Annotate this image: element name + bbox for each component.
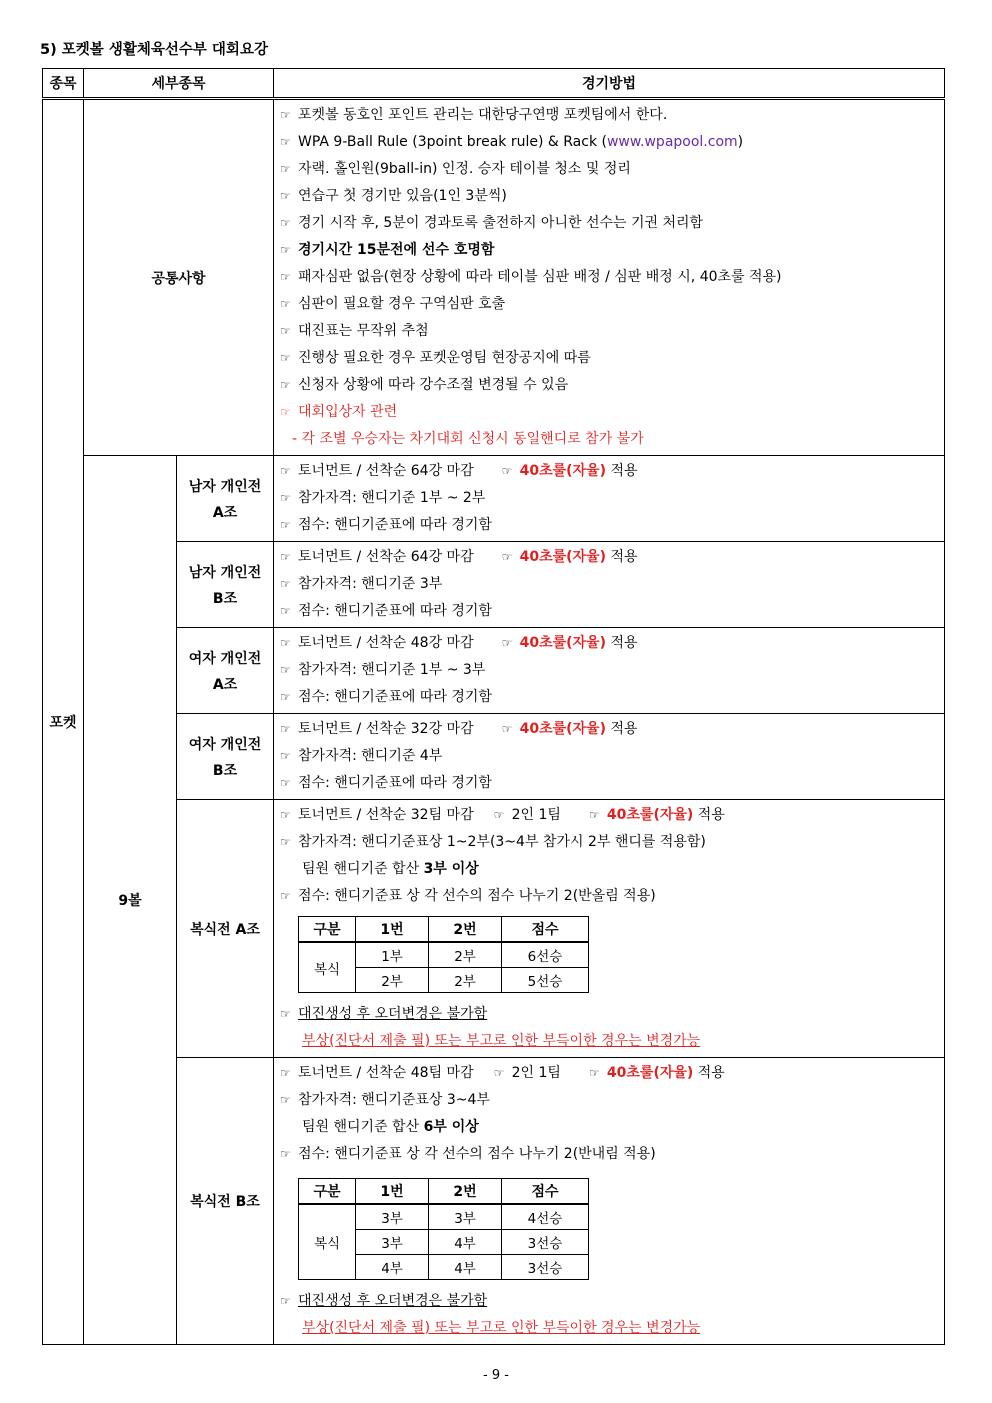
group-row [43,456,945,542]
header-method: 경기방법 [274,69,945,99]
header-row [43,69,945,99]
rule-line: 팀원 핸디기준 합산 6부 이상 [302,1119,479,1135]
rule-line: 부상(진단서 제출 필) 또는 부고로 인한 부득이한 경우는 변경가능 [302,1033,701,1049]
group-rules [274,542,945,628]
hand-pointing-icon: ☞ [501,550,513,564]
group-rules [274,1058,945,1345]
score-table: 구분 1번 2번 점수 복식 1부 2부 6선승 2부 2부 5선승 [298,916,589,993]
group-rules [274,628,945,714]
hand-pointing-icon: ☞ [501,636,513,650]
rule-line: ☞ 점수: 핸디기준표에 따라 경기함 [280,770,940,797]
rule-line: ☞ 자랙. 홀인원(9ball-in) 인정. 승자 테이블 청소 및 정리 [280,156,940,183]
rule-line: ☞ 참가자격: 핸디기준 3부 [280,571,940,598]
hand-pointing-icon: ☞ [280,690,291,704]
hand-pointing-icon: ☞ [588,1066,600,1080]
rule-line: ☞ 대진표는 무작위 추첨 [280,318,940,345]
rule-line: ☞ 진행상 필요한 경우 포켓운영팀 현장공지에 따름 [280,345,940,372]
hand-pointing-icon: ☞ [280,189,291,203]
rule-line: ☞ 심판이 필요할 경우 구역심판 호출 [280,291,940,318]
hand-pointing-icon: ☞ [280,1147,291,1161]
rule-line: ☞ 토너먼트 / 선착순 48강 마감 ☞ 40초룰(자율) 적용 [280,630,940,657]
rule-line: ☞ 신청자 상황에 따라 강수조절 변경될 수 있음 [280,372,940,399]
hand-pointing-icon: ☞ [280,243,291,257]
group-name: 복식전 A조 [177,800,274,1058]
hand-pointing-icon: ☞ [493,1066,505,1080]
hand-pointing-icon: ☞ [280,464,291,478]
common-rules [274,99,945,456]
table-row: 복식 1부 2부 6선승 [299,942,589,968]
group-name: 남자 개인전 B조 [177,542,274,628]
rule-line: - 각 조별 우승자는 차기대회 신청시 동일핸디로 참가 불가 [292,431,644,447]
rule-line: ☞ WPA 9-Ball Rule (3point break rule) & Rack (www.wpapool.com) [280,129,940,156]
common-label: 공통사항 [84,99,274,456]
hand-pointing-icon: ☞ [280,351,291,365]
rule-line: ☞ 토너먼트 / 선착순 64강 마감 ☞ 40초룰(자율) 적용 [280,458,940,485]
group-name: 남자 개인전 A조 [177,456,274,542]
group-row [43,714,945,800]
hand-pointing-icon: ☞ [280,518,291,532]
header-subevent: 세부종목 [84,69,274,99]
doubles-b-row [43,1058,945,1345]
table-row: 4부 4부 3선승 [299,1255,589,1280]
hand-pointing-icon: ☞ [280,636,291,650]
group-name: 여자 개인전 A조 [177,628,274,714]
hand-pointing-icon: ☞ [280,889,291,903]
hand-pointing-icon: ☞ [280,776,291,790]
hand-pointing-icon: ☞ [280,808,291,822]
group-rules [274,800,945,1058]
event-cell: 포켓 [43,99,84,1345]
rule-line: ☞ 토너먼트 / 선착순 32강 마감 ☞ 40초룰(자율) 적용 [280,716,940,743]
hand-pointing-icon: ☞ [280,297,291,311]
rule-line: ☞ 참가자격: 핸디기준 1부 ~ 3부 [280,657,940,684]
rules-table [42,68,945,1345]
hand-pointing-icon: ☞ [501,722,513,736]
table-row: 2부 2부 5선승 [299,968,589,993]
hand-pointing-icon: ☞ [588,808,600,822]
score-table: 구분 1번 2번 점수 복식 3부 3부 4선승 3부 4부 3선승 4부 4부 3선승 [298,1178,589,1280]
rule-line: ☞ 포켓볼 동호인 포인트 관리는 대한당구연맹 포켓팀에서 한다. [280,102,940,129]
common-row [43,99,945,456]
hand-pointing-icon: ☞ [280,270,291,284]
hand-pointing-icon: ☞ [280,324,291,338]
page-number: - 9 - [483,1368,509,1383]
group-row [43,628,945,714]
header-event: 종목 [43,69,84,99]
rule-line: ☞ 참가자격: 핸디기준표상 3~4부 [280,1087,940,1114]
hand-pointing-icon: ☞ [280,1294,291,1308]
hand-pointing-icon: ☞ [280,550,291,564]
hand-pointing-icon: ☞ [280,108,291,122]
hand-pointing-icon: ☞ [280,135,291,149]
hand-pointing-icon: ☞ [280,663,291,677]
hand-pointing-icon: ☞ [280,491,291,505]
rule-line: ☞ 토너먼트 / 선착순 32팀 마감 ☞ 2인 1팀 ☞ 40초룰(자율) 적용 [280,802,940,829]
rule-line: ☞ 대진생성 후 오더변경은 불가함 [280,1001,940,1028]
rule-line: ☞ 대회입상자 관련 [280,399,940,426]
rule-line: 부상(진단서 제출 필) 또는 부고로 인한 부득이한 경우는 변경가능 [302,1320,701,1336]
hand-pointing-icon: ☞ [501,464,513,478]
hand-pointing-icon: ☞ [280,162,291,176]
hand-pointing-icon: ☞ [280,378,291,392]
rule-line: ☞ 점수: 핸디기준표에 따라 경기함 [280,598,940,625]
rule-line: ☞ 점수: 핸디기준표 상 각 선수의 점수 나누기 2(반올림 적용) [280,883,940,910]
hand-pointing-icon: ☞ [280,216,291,230]
rule-line: ☞ 대진생성 후 오더변경은 불가함 [280,1288,940,1315]
hand-pointing-icon: ☞ [493,808,505,822]
rule-line: ☞ 참가자격: 핸디기준 1부 ~ 2부 [280,485,940,512]
rule-line: ☞ 점수: 핸디기준표에 따라 경기함 [280,512,940,539]
rule-line: ☞ 점수: 핸디기준표 상 각 선수의 점수 나누기 2(반내림 적용) [280,1141,940,1168]
rule-line: ☞ 연습구 첫 경기만 있음(1인 3분씩) [280,183,940,210]
group-rules [274,456,945,542]
hand-pointing-icon: ☞ [280,604,291,618]
group-name: 여자 개인전 B조 [177,714,274,800]
table-row: 3부 4부 3선승 [299,1230,589,1255]
rule-line: ☞ 토너먼트 / 선착순 48팀 마감 ☞ 2인 1팀 ☞ 40초룰(자율) 적용 [280,1060,940,1087]
rule-line: ☞ 패자심판 없음(현장 상황에 따라 테이블 심판 배정 / 심판 배정 시, 40초룰 적용) [280,264,940,291]
doubles-a-row [43,800,945,1058]
hand-pointing-icon: ☞ [280,1007,291,1021]
hand-pointing-icon: ☞ [280,405,291,419]
hand-pointing-icon: ☞ [280,749,291,763]
rule-line: ☞ 경기 시작 후, 5분이 경과토록 출전하지 아니한 선수는 기권 처리함 [280,210,940,237]
hand-pointing-icon: ☞ [280,722,291,736]
rule-line: ☞ 경기시간 15분전에 선수 호명함 [280,237,940,264]
rule-line: ☞ 참가자격: 핸디기준표상 1~2부(3~4부 참가시 2부 핸디를 적용함) [280,829,940,856]
rule-line: 팀원 핸디기준 합산 3부 이상 [302,861,479,877]
hand-pointing-icon: ☞ [280,577,291,591]
rule-line: ☞ 토너먼트 / 선착순 64강 마감 ☞ 40초룰(자율) 적용 [280,544,940,571]
nineball-cell: 9볼 [84,456,177,1345]
group-rules [274,714,945,800]
hand-pointing-icon: ☞ [280,835,291,849]
table-row: 복식 3부 3부 4선승 [299,1204,589,1230]
group-name: 복식전 B조 [177,1058,274,1345]
hand-pointing-icon: ☞ [280,1066,291,1080]
section-title: 5) 포켓볼 생활체육선수부 대회요강 [40,42,268,58]
group-row [43,542,945,628]
rule-line: ☞ 점수: 핸디기준표에 따라 경기함 [280,684,940,711]
wpa-link[interactable]: www.wpapool.com [606,134,738,150]
rule-line: ☞ 참가자격: 핸디기준 4부 [280,743,940,770]
hand-pointing-icon: ☞ [280,1093,291,1107]
